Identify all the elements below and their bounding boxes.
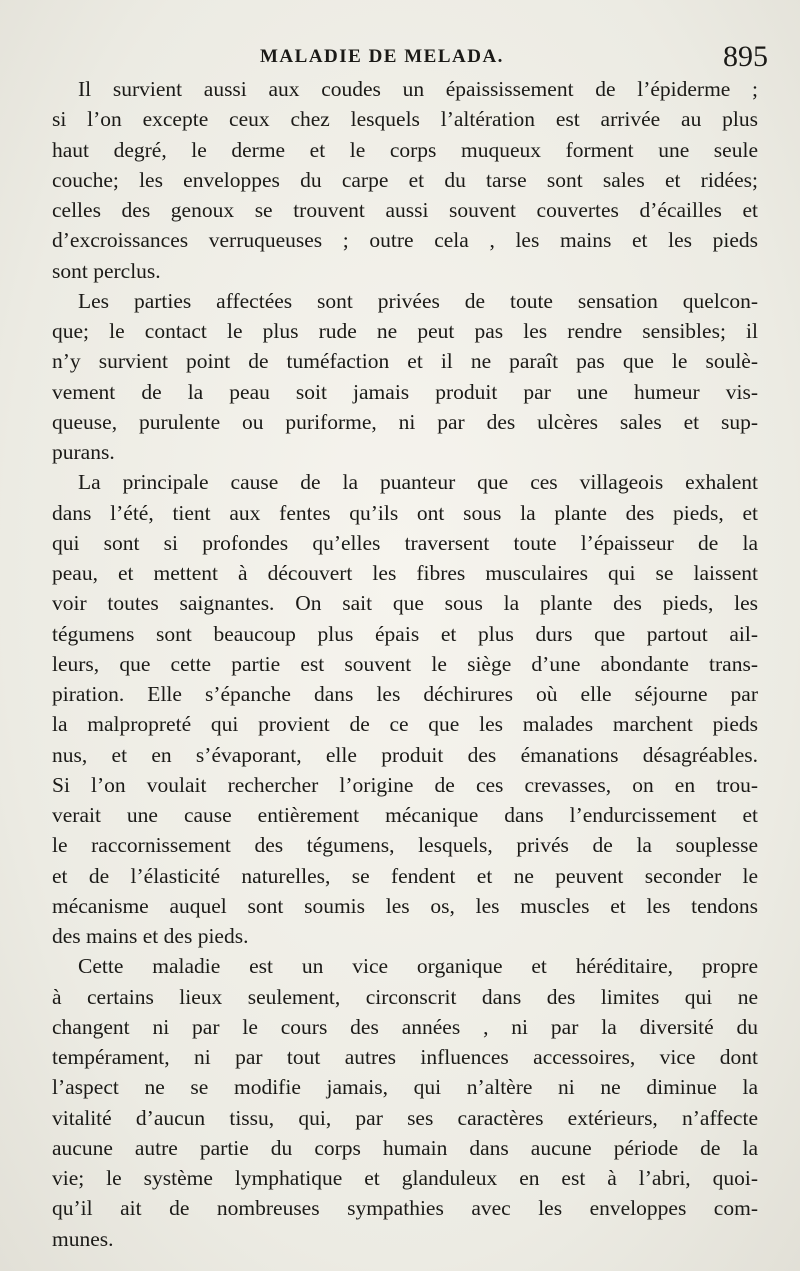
text-line: couche; les enveloppes du carpe et du tarse sont sales et ridées;: [52, 167, 758, 192]
text-line: changent ni par le cours des années , ni par la diversité du: [52, 1014, 758, 1039]
text-line: vitalité d’aucun tissu, qui, par ses caractères extérieurs, n’affecte: [52, 1105, 758, 1130]
text-line: leurs, que cette partie est souvent le siège d’une abondante trans-: [52, 651, 758, 676]
running-title: MALADIE DE MELADA.: [260, 46, 504, 67]
text-line: tégumens sont beaucoup plus épais et plus durs que partout ail-: [52, 621, 758, 646]
text-line: La principale cause de la puanteur que ces villageois exhalent: [78, 470, 758, 495]
text-line: Si l’on voulait rechercher l’origine de ces crevasses, on en trou-: [52, 772, 758, 797]
text-line: aucune autre partie du corps humain dans aucune période de la: [52, 1135, 758, 1160]
text-line: purans.: [52, 440, 115, 464]
page-number: 895: [723, 40, 768, 73]
text-line: qui sont si profondes qu’elles traversent toute l’épaisseur de la: [52, 530, 758, 555]
text-line: peau, et mettent à découvert les fibres musculaires qui se laissent: [52, 561, 758, 585]
text-line: à certains lieux seulement, circonscrit dans des limites qui ne: [52, 984, 758, 1009]
text-line: n’y survient point de tuméfaction et il ne paraît pas que le soulè-: [52, 349, 758, 374]
text-line: voir toutes saignantes. On sait que sous la plante des pieds, les: [52, 591, 758, 616]
text-line: verait une cause entièrement mécanique dans l’endurcissement et: [52, 803, 758, 827]
text-line: des mains et des pieds.: [52, 924, 249, 948]
text-line: celles des genoux se trouvent aussi souvent couvertes d’écailles et: [52, 198, 758, 222]
text-line: dans l’été, tient aux fentes qu’ils ont sous la plante des pieds, et: [52, 500, 758, 525]
text-line: Les parties affectées sont privées de toute sensation quelcon-: [78, 288, 758, 313]
paragraph: [52, 286, 758, 468]
text-line: Il survient aussi aux coudes un épaississement de l’épiderme ;: [78, 77, 758, 101]
text-line: la malpropreté qui provient de ce que les malades marchent pieds: [52, 712, 758, 737]
body-text: [52, 74, 758, 1254]
text-line: et de l’élasticité naturelles, se fendent et ne peuvent seconder le: [52, 863, 758, 888]
text-line: si l’on excepte ceux chez lesquels l’altération est arrivée au plus: [52, 107, 758, 132]
text-line: vie; le système lymphatique et glanduleux en est à l’abri, quoi-: [52, 1166, 758, 1190]
text-line: tempérament, ni par tout autres influences accessoires, vice dont: [52, 1045, 758, 1069]
text-line: que; le contact le plus rude ne peut pas les rendre sensibles; il: [52, 319, 758, 343]
text-line: munes.: [52, 1226, 114, 1251]
text-line: Cette maladie est un vice organique et héréditaire, propre: [78, 954, 758, 979]
text-line: vement de la peau soit jamais produit par une humeur vis-: [52, 379, 758, 404]
text-line: le raccornissement des tégumens, lesquels, privés de la souplesse: [52, 833, 758, 858]
paragraph: [52, 74, 758, 286]
paragraph: [52, 467, 758, 951]
text-line: qu’il ait de nombreuses sympathies avec les enveloppes com-: [52, 1196, 758, 1221]
text-line: sont perclus.: [52, 258, 161, 283]
text-line: queuse, purulente ou puriforme, ni par des ulcères sales et sup-: [52, 409, 758, 434]
text-line: mécanisme auquel sont soumis les os, les muscles et les tendons: [52, 893, 758, 918]
text-line: d’excroissances verruqueuses ; outre cela , les mains et les pieds: [52, 228, 758, 253]
text-line: l’aspect ne se modifie jamais, qui n’altère ni ne diminue la: [52, 1075, 758, 1100]
text-line: nus, et en s’évaporant, elle produit des émanations désagréables.: [52, 742, 758, 767]
paragraph: [52, 951, 758, 1254]
text-line: piration. Elle s’épanche dans les déchirures où elle séjourne par: [52, 682, 758, 706]
text-line: haut degré, le derme et le corps muqueux forment une seule: [52, 137, 758, 162]
